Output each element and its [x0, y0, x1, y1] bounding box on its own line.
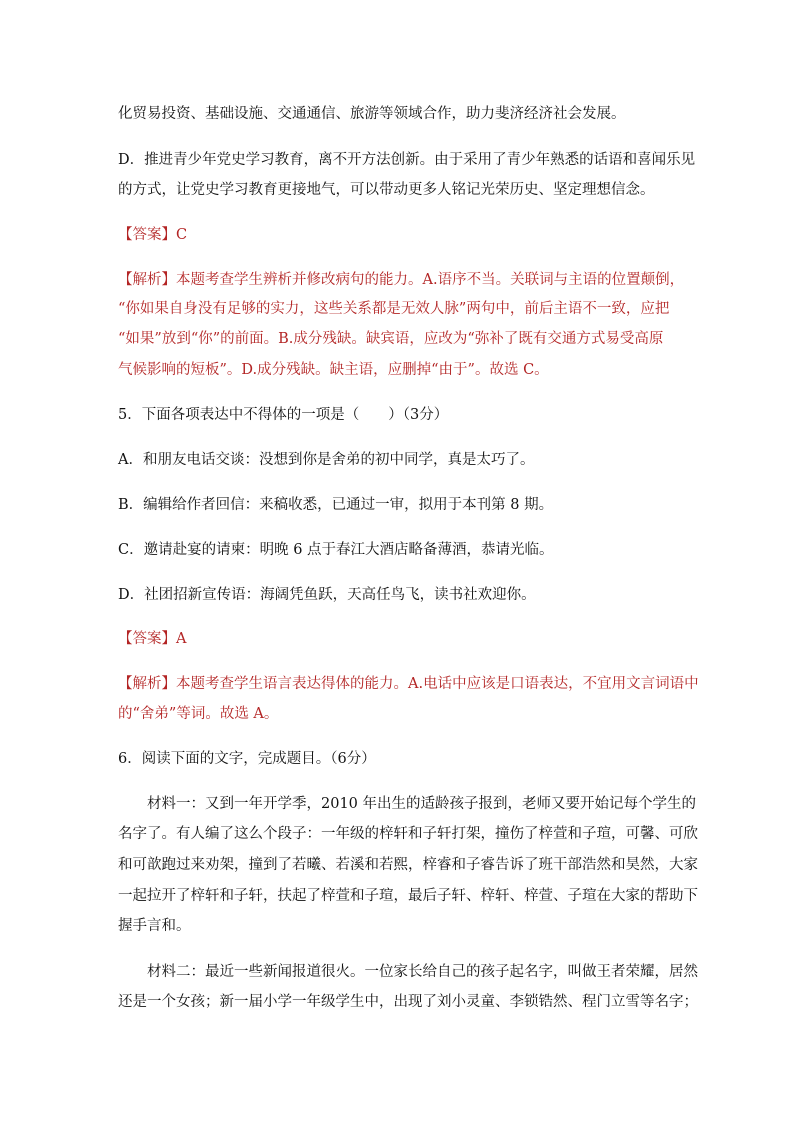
answer-label: 【答案】A: [118, 631, 187, 647]
question-5-stem: 5．下面各项表达中不得体的一项是（ ）（3分）: [118, 407, 449, 423]
analysis-line-3: “如果”放到“你”的前面。B.成分残缺。缺宾语，应改为“弥补了既有交通方式易受高原: [118, 331, 664, 347]
analysis-line-1: 【解析】本题考查学生语言表达得体的能力。A.电话中应该是口语表达，不宜用文言词语中: [118, 676, 699, 692]
answer-label: 【答案】C: [118, 227, 188, 243]
material-1-line-2: 名字了。有人编了这么个段子：一年级的梓轩和子轩打架，撞伤了梓萱和子瑄，可馨、可欣: [118, 826, 698, 842]
analysis-line-1: 【解析】本题考查学生辨析并修改病句的能力。A.语序不当。关联词与主语的位置颠倒，: [118, 272, 685, 288]
material-2-line-2: 还是一个女孩；新一届小学一年级学生中，出现了刘小灵童、李锁锆然、程门立雪等名字；: [118, 994, 698, 1010]
question-6-stem: 6．阅读下面的文字，完成题目。（6分）: [118, 751, 376, 767]
text-line: 化贸易投资、基础设施、交通通信、旅游等领域合作，助力斐济经济社会发展。: [118, 106, 626, 122]
material-1-line-1: 材料一：又到一年开学季，2010 年出生的适龄孩子报到，老师又要开始记每个学生的: [118, 796, 697, 812]
material-1-line-4: 一起拉开了梓轩和子轩，扶起了梓萱和子瑄，最后子轩、梓轩、梓萱、子瑄在大家的帮助下: [118, 888, 698, 904]
material-1-line-3: 和可歆跑过来劝架，撞到了若曦、若溪和若熙，梓睿和子睿告诉了班干部浩然和昊然，大家: [118, 857, 698, 873]
option-d: D．社团招新宣传语：海阔凭鱼跃，天高任鸟飞，读书社欢迎你。: [118, 587, 536, 603]
option-d-line-1: D．推进青少年党史学习教育，离不开方法创新。由于采用了青少年熟悉的话语和喜闻乐见: [118, 152, 696, 168]
option-b: B．编辑给作者回信：来稿收悉，已通过一审，拟用于本刊第 8 期。: [118, 497, 554, 513]
material-2-line-1: 材料二：最近一些新闻报道很火。一位家长给自己的孩子起名字，叫做王者荣耀，居然: [118, 964, 698, 980]
option-a: A．和朋友电话交谈：没想到你是舍弟的初中同学，真是太巧了。: [118, 452, 535, 468]
material-1-line-5: 握手言和。: [118, 918, 191, 934]
analysis-line-4: 气候影响的短板”。D.成分残缺。缺主语，应删掉“由于”。故选 C。: [118, 362, 549, 378]
analysis-line-2: 的“舍弟”等词。故选 A。: [118, 706, 279, 722]
option-d-line-2: 的方式，让党史学习教育更接地气，可以带动更多人铭记光荣历史、坚定理想信念。: [118, 182, 655, 198]
option-c: C．邀请赴宴的请柬：明晚 6 点于春江大酒店略备薄酒，恭请光临。: [118, 542, 554, 558]
analysis-line-2: “你如果自身没有足够的实力，这些关系都是无效人脉”两句中，前后主语不一致，应把: [118, 301, 670, 317]
